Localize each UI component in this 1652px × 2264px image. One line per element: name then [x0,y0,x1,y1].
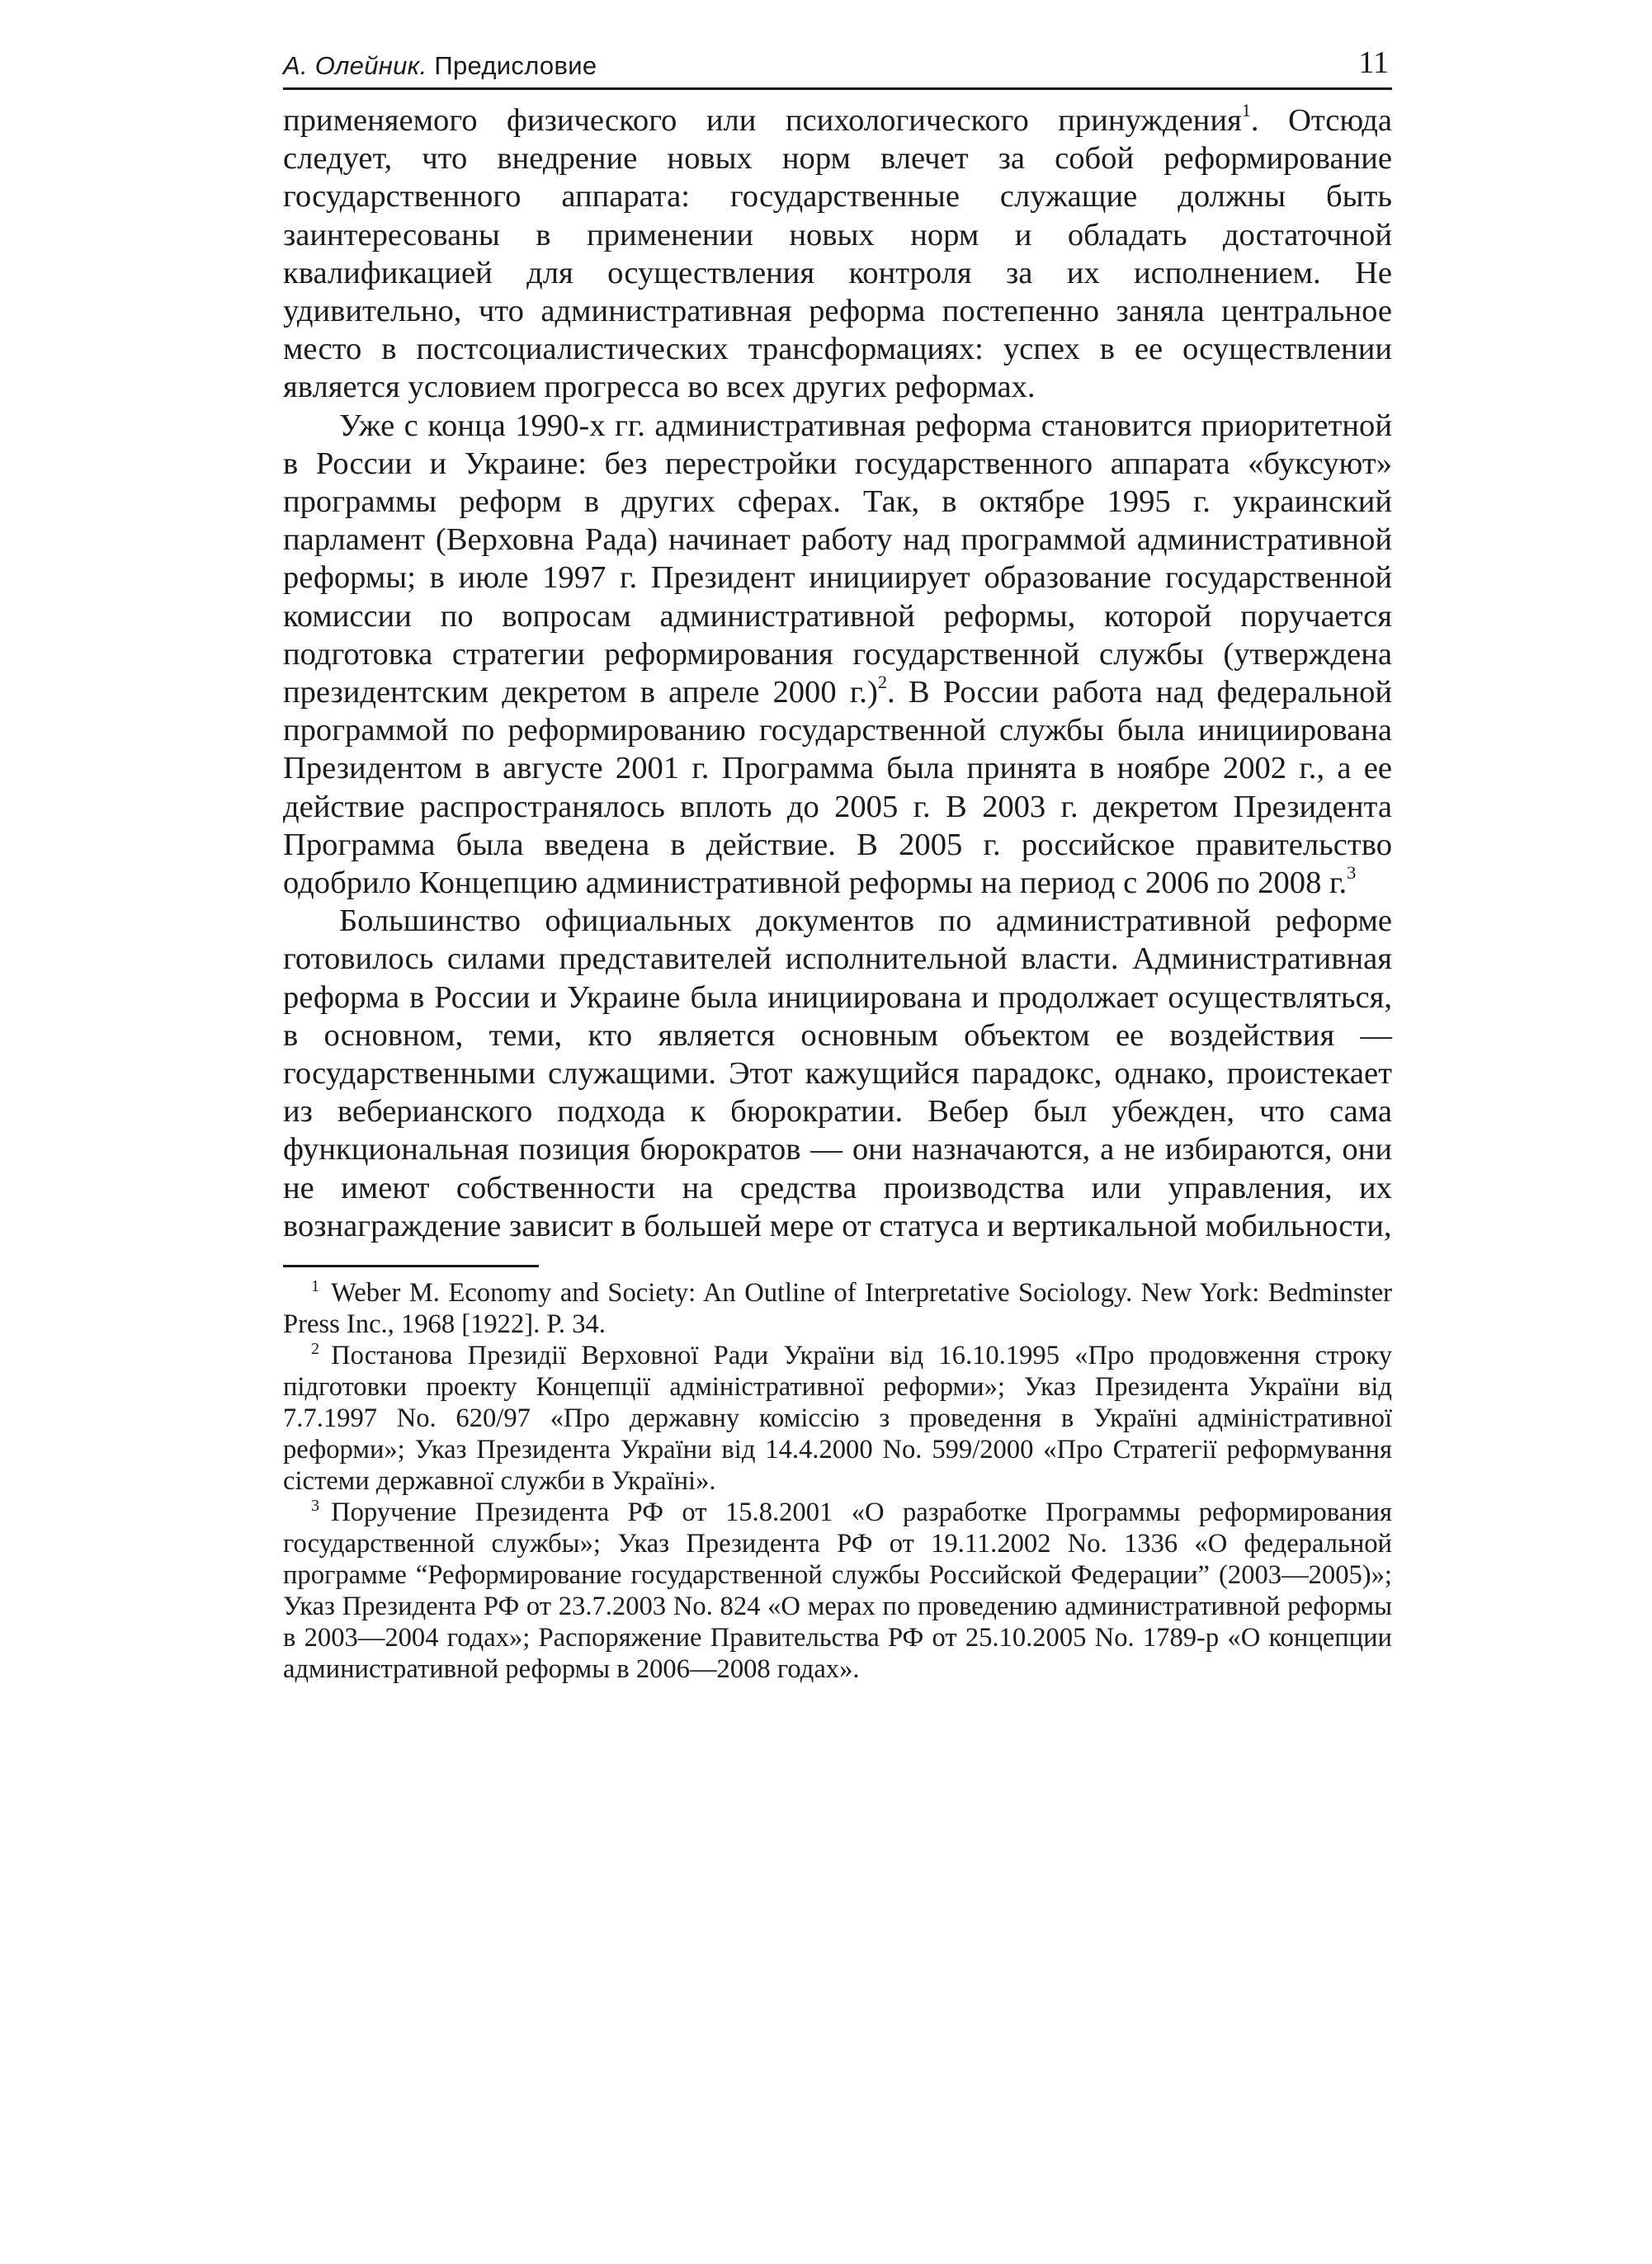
book-page [283,40,1392,1685]
header-section: Предисловие [434,51,597,80]
footnote-3-mark: 3 [311,1496,320,1515]
paragraph-1 [283,101,1392,407]
footnote-2 [283,1340,1392,1497]
footnote-3 [283,1497,1392,1685]
header-author: А. Олейник. [283,51,427,80]
footnote-1 [283,1277,1392,1340]
footnote-ref-1: 1 [1241,100,1251,121]
paragraph-3: Большинство официальных документов по административной реформе готовилось силами представителей исполнительной власти. Административная реформа в России и Украине была инициирована и продолжает осуществляться, в основном, теми, кто является основным объектом ее воздействия — государственными служащими. Этот кажущийся парадокс, однако, проистекает из веберианского подхода к бюрократии. Вебер был убежден, что сама функциональная позиция бюрократов — они назначаются, а не избираются, они не имеют собственности на средства производства или управления, их вознаграждение зависит в большей мере от статуса и вертикальной мобильности, [283,903,1392,1243]
footnote-1-text: Weber M. Economy and Society: An Outline of Interpretative Sociology. New York: Bedminster Press Inc., 1968 [1922]. P. 34. [283,1278,1392,1340]
footnotes [283,1277,1392,1685]
running-header [283,40,1392,90]
footnote-ref-2: 2 [877,672,887,693]
paragraph-2-text-middle: . В России работа над федеральной программой по реформированию государственной службы была инициирована Президентом в августе 2001 г. Программа была принята в ноябре 2002 г., а ее действие распространялось вплоть до 2005 г. В 2003 г. декретом Президента Программа была введена в действие. В 2005 г. российское правительство одобрило Концепцию административной реформы на период с 2006 по 2008 г. [283,675,1393,901]
paragraph-1-text-start: применяемого физического или психологического принуждения [283,103,1242,138]
footnote-2-mark: 2 [311,1339,320,1358]
page-number: 11 [1358,45,1389,80]
footnote-ref-3: 3 [1347,862,1357,884]
paragraph-2-text-start: Уже с конца 1990-х гг. административная реформа становится приоритетной в России и Украине: без перестройки государственного аппарата «буксуют» программы реформ в других сферах. Так, в октябре 1995 г. украинский парламент (Верховна Рада) начинает работу над программой административной реформы; в июле 1997 г. Президент инициирует образование государственной комиссии по вопросам административной реформы, которой поручается подготовка стратегии реформирования государственной службы (утверждена президентским декретом в апреле 2000 г.) [283,408,1392,710]
footnote-separator [283,1265,539,1267]
main-text [283,101,1392,1245]
footnote-2-text: Постанова Президії Верховної Ради України від 16.10.1995 «Про продовження строку підготовки проекту Концепції адміністративної реформи»; Указ Президента України від 7.7.1997 No. 620/97 «Про державну комісcію з проведення в Україні адміністративної реформи»; Указ Президента України від 14.4.2000 No. 599/2000 «Про Стратегії реформування сістеми державної служби в Україні». [283,1341,1392,1497]
footnote-1-mark: 1 [311,1276,320,1295]
running-title [283,51,597,81]
footnote-3-text: Поручение Президента РФ от 15.8.2001 «О разработке Программы реформирования государственной службы»; Указ Президента РФ от 19.11.2002 No. 1336 «О федеральной программе “Реформирование государственной службы Российской Федерации” (2003—2005)»; Указ Президента РФ от 23.7.2003 No. 824 «О мерах по проведению административной реформы в 2003—2004 годах»; Распоряжение Правительства РФ от 25.10.2005 No. 1789-р «О концепции административной реформы в 2006—2008 годах». [283,1498,1392,1685]
paragraph-1-text-end: . Отсюда следует, что внедрение новых норм влечет за собой реформирование государственного аппарата: государственные служащие должны быть заинтересованы в применении новых норм и обладать достаточной квалификацией для осуществления контроля за их исполнением. Не удивительно, что административная реформа постепенно заняла центральное место в постсоциалистических трансформациях: успех в ее осуществлении является условием прогресса во всех других реформах. [283,103,1393,405]
paragraph-2 [283,407,1392,903]
